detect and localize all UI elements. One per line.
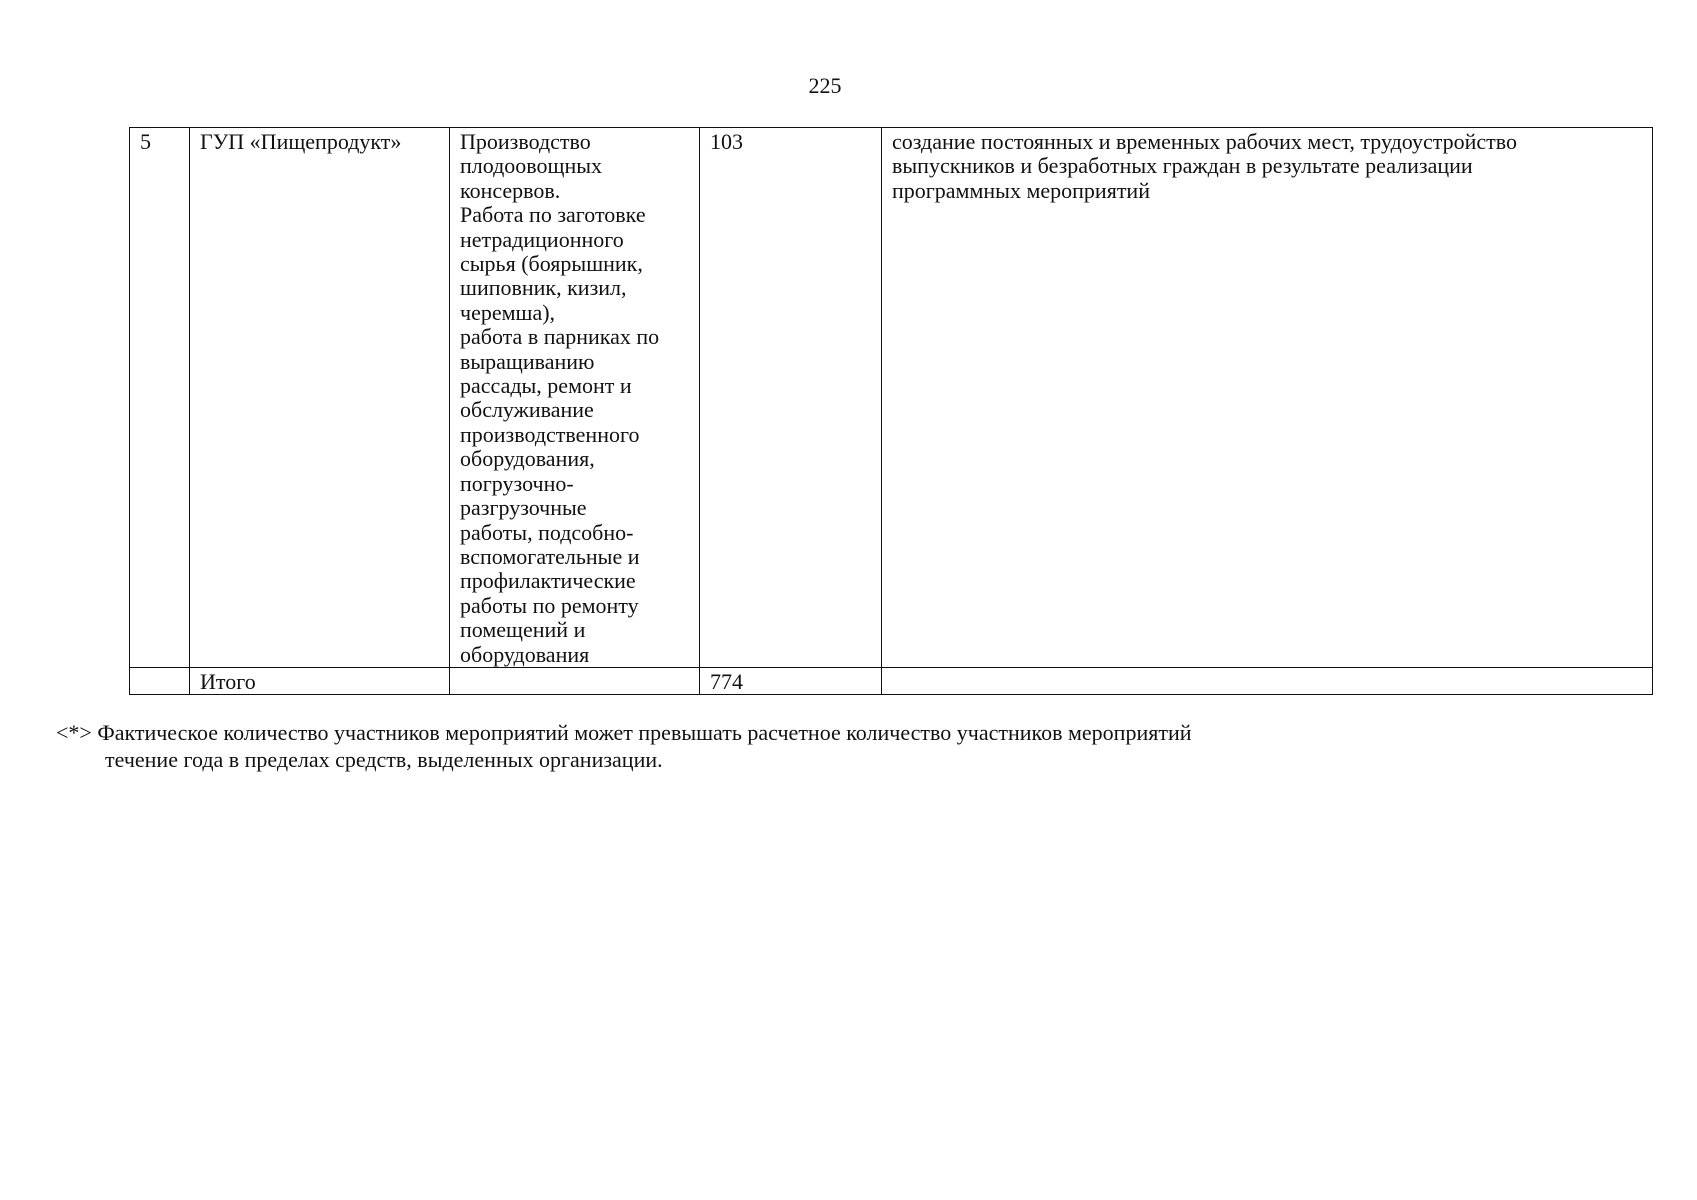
work-line: выращиванию [460,348,595,374]
work-line: работа в парниках по [460,324,660,350]
work-line: Работа по заготовке [460,202,646,228]
table-row [130,128,1653,668]
work-line: черемша), [460,299,556,325]
work-line: оборудования, [460,446,595,472]
page-number: 225 [808,73,842,98]
participants-table [129,127,1653,695]
work-line: оборудования [460,641,590,667]
work-line: профилактические [460,568,636,594]
organization-cell: ГУП «Пищепродукт» [190,128,450,668]
work-line: погрузочно- [460,470,574,496]
work-line: сырья (боярышник, [460,251,643,277]
total-label-cell: Итого [190,667,450,694]
total-result-cell [882,667,1653,694]
total-count-cell: 774 [700,667,882,694]
work-line: работы, подсобно- [460,519,634,545]
work-line: Производство [460,129,591,154]
work-line: шиповник, кизил, [460,275,627,301]
work-line: помещений и [460,617,586,643]
total-number-cell [130,667,190,694]
work-types-cell [450,128,700,668]
footnote-line-1: <*> Фактическое количество участников мероприятий может превышать расчетное количество участников мероприятий [56,720,1192,745]
work-line: обслуживание [460,397,594,423]
work-line: работы по ремонту [460,592,639,618]
result-line: выпускников и безработных граждан в результате реализации [892,153,1473,179]
work-line: плодоовощных [460,153,603,179]
expected-result-cell [882,128,1653,668]
work-line: рассады, ремонт и [460,373,632,399]
work-line: производственного [460,421,640,447]
participant-count-cell: 103 [700,128,882,668]
row-number-cell: 5 [130,128,190,668]
footnote-line-2: течение года в пределах средств, выделенных организации. [105,747,663,772]
total-row [130,667,1653,694]
result-line: создание постоянных и временных рабочих мест, трудоустройство [892,129,1517,154]
total-work-cell [450,667,700,694]
work-line: консервов. [460,177,561,203]
work-line: вспомогательные и [460,543,640,569]
result-line: программных мероприятий [892,177,1150,203]
footnote [56,719,1192,773]
work-line: разгрузочные [460,495,587,521]
work-line: нетрадиционного [460,226,624,252]
